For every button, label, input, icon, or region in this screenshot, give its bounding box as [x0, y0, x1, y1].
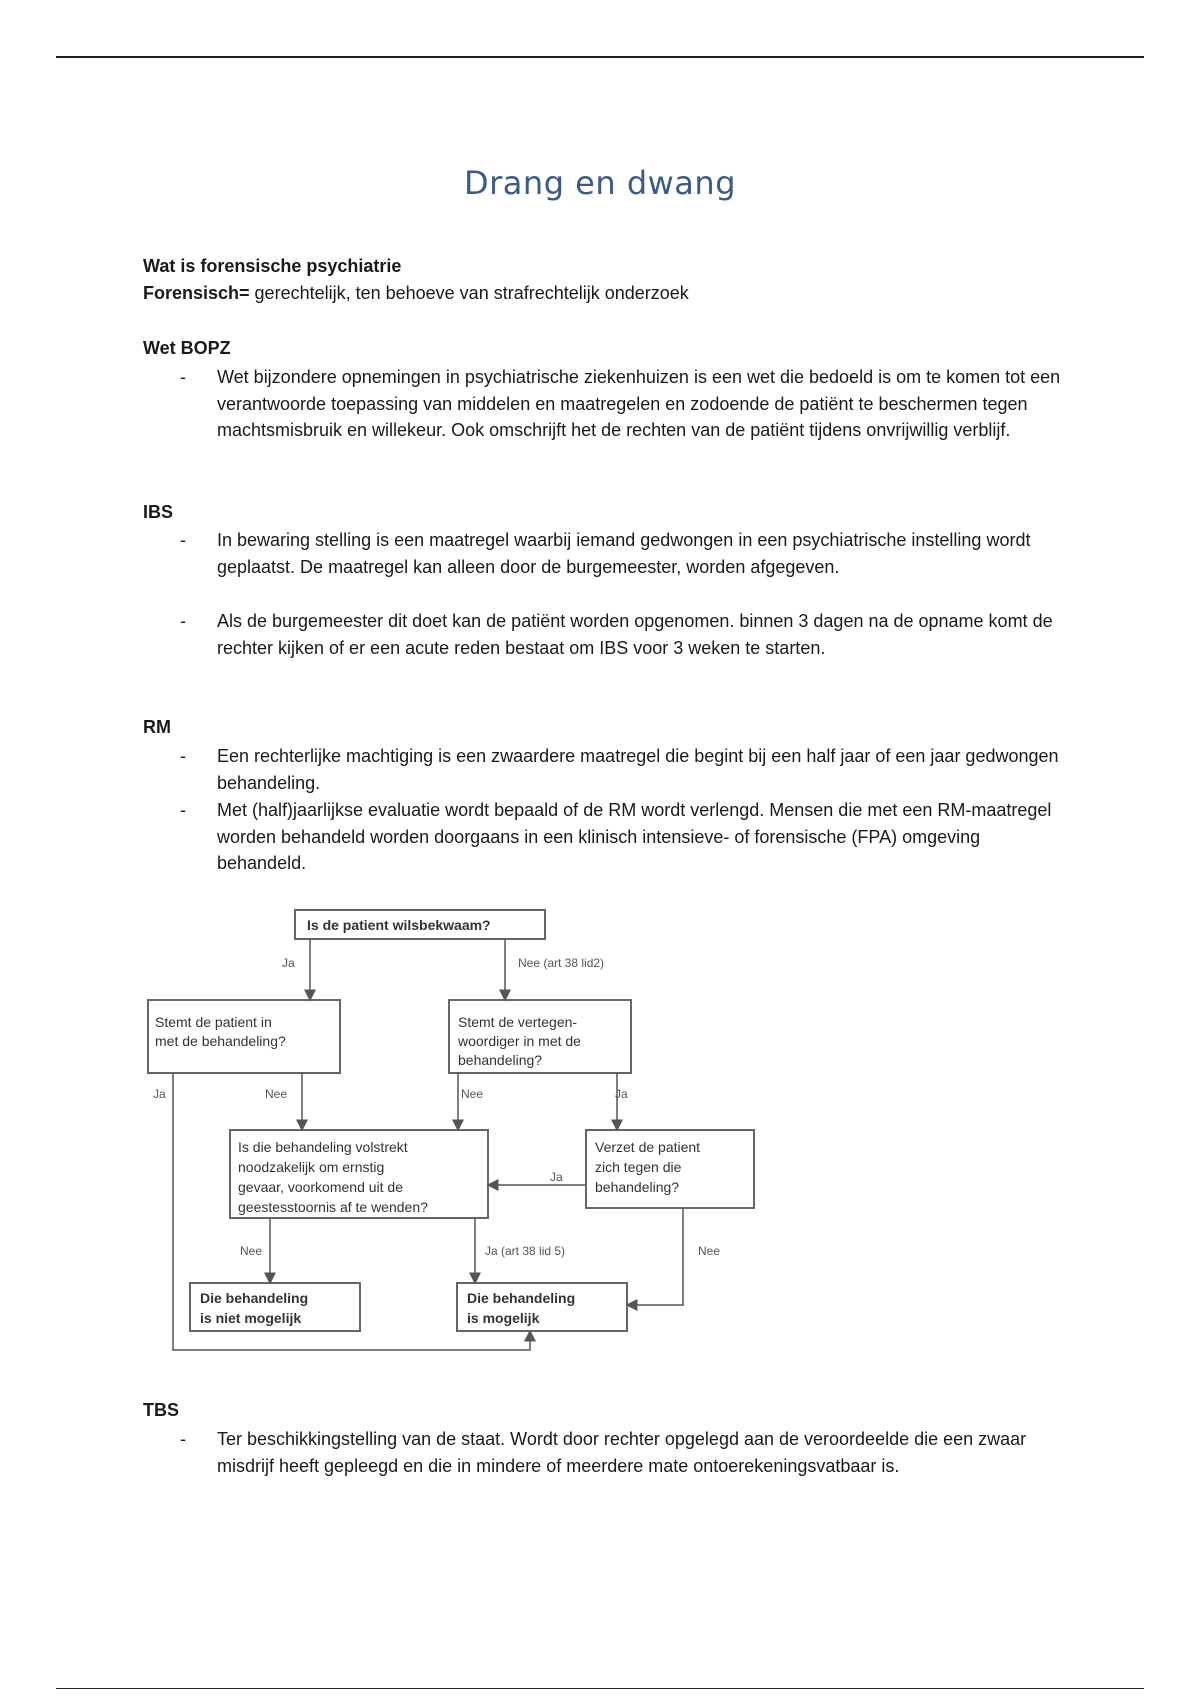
- text-stemt-patient-2: met de behandeling?: [155, 1033, 286, 1049]
- term-label: Forensisch=: [143, 283, 250, 303]
- section-heading-tbs: TBS: [143, 1400, 179, 1420]
- page-title: Drang en dwang: [464, 164, 736, 202]
- bullet-text: In bewaring stelling is een maatregel waarbij iemand gedwongen in een psychiatrische instelling wordt geplaatst. De maatregel kan alleen door de burgemeester, worden afgegeven.: [217, 530, 1031, 577]
- text-noodzakelijk-2: noodzakelijk om ernstig: [238, 1159, 385, 1175]
- label-nee-2: Nee: [461, 1087, 484, 1101]
- list-item: [180, 797, 1070, 877]
- bottom-rule: [56, 1688, 1144, 1689]
- bullet-text: Wet bijzondere opnemingen in psychiatrische ziekenhuizen is een wet die bedoeld is om te komen tot een verantwoorde toepassing van middelen en maatregelen en zodoende de patiënt te beschermen tegen machtsmisbruik en willekeur. Ook omschrijft het de rechten van de patiënt tijdens onvrijwillig verblijf.: [217, 367, 1061, 440]
- text-mogelijk-2: is mogelijk: [467, 1310, 540, 1326]
- text-noodzakelijk-3: gevaar, voorkomend uit de: [238, 1179, 403, 1195]
- text-vertegen-2: woordiger in met de: [458, 1033, 581, 1049]
- bullet-text: Ter beschikkingstelling van de staat. Wordt door rechter opgelegd aan de veroordeelde die een zwaar misdrijf heeft gepleegd en die in mindere of meerdere mate ontoerekeningsvatbaar is.: [217, 1429, 1027, 1476]
- label-ja-art38-5: Ja (art 38 lid 5): [485, 1244, 566, 1258]
- list-item: [180, 608, 1070, 661]
- text-mogelijk-1: Die behandeling: [467, 1290, 576, 1306]
- list-item: [180, 527, 1070, 580]
- bullet-dash: -: [180, 530, 186, 550]
- decision-flowchart: [145, 905, 765, 1370]
- bullet-text: Een rechterlijke machtiging is een zwaardere maatregel die begint bij een half jaar of een jaar gedwongen behandeling.: [217, 746, 1059, 793]
- text-niet-mogelijk-1: Die behandeling: [200, 1290, 309, 1306]
- top-rule: [56, 56, 1144, 58]
- list-item: [180, 1426, 1070, 1479]
- bullet-dash: -: [180, 1429, 186, 1449]
- term-definition: gerechtelijk, ten behoeve van strafrechtelijk onderzoek: [249, 283, 689, 303]
- label-nee-4: Nee: [698, 1244, 721, 1258]
- section-heading-rm: RM: [143, 717, 171, 737]
- label-nee-3: Nee: [240, 1244, 263, 1258]
- text-verzet-1: Verzet de patient: [595, 1139, 701, 1155]
- text-noodzakelijk-4: geestesstoornis af te wenden?: [238, 1199, 428, 1215]
- list-item: [180, 743, 1070, 796]
- intro-definition: [143, 283, 689, 304]
- text-wilsbekwaam: Is de patient wilsbekwaam?: [307, 917, 491, 933]
- intro-heading: Wat is forensische psychiatrie: [143, 256, 402, 276]
- list-item: [180, 364, 1070, 444]
- label-ja-1: Ja: [282, 956, 295, 970]
- label-nee-1: Nee: [265, 1087, 288, 1101]
- label-ja-2: Ja: [153, 1087, 166, 1101]
- bullet-dash: -: [180, 367, 186, 387]
- text-niet-mogelijk-2: is niet mogelijk: [200, 1310, 302, 1326]
- text-verzet-3: behandeling?: [595, 1179, 680, 1195]
- bullet-text: Met (half)jaarlijkse evaluatie wordt bepaald of de RM wordt verlengd. Mensen die met een RM-maatregel worden behandeld worden doorgaans in een klinisch intensieve- of forensische (FPA) omgeving behandeld.: [217, 800, 1052, 873]
- bullet-dash: -: [180, 800, 186, 820]
- text-stemt-patient-1: Stemt de patient in: [155, 1014, 272, 1030]
- section-heading-ibs: IBS: [143, 502, 174, 522]
- label-ja-4: Ja: [550, 1170, 563, 1184]
- text-noodzakelijk-1: Is die behandeling volstrekt: [238, 1139, 408, 1155]
- section-heading-bopz: Wet BOPZ: [143, 338, 231, 358]
- label-ja-3: Ja: [615, 1087, 628, 1101]
- bullet-text: Als de burgemeester dit doet kan de patiënt worden opgenomen. binnen 3 dagen na de opname komt de rechter kijken of er een acute reden bestaat om IBS voor 3 weken te starten.: [217, 611, 1053, 658]
- label-nee-art38-2: Nee (art 38 lid2): [518, 956, 605, 970]
- text-verzet-2: zich tegen die: [595, 1159, 682, 1175]
- bullet-dash: -: [180, 746, 186, 766]
- bullet-dash: -: [180, 611, 186, 631]
- text-vertegen-1: Stemt de vertegen-: [458, 1014, 578, 1030]
- text-vertegen-3: behandeling?: [458, 1052, 543, 1068]
